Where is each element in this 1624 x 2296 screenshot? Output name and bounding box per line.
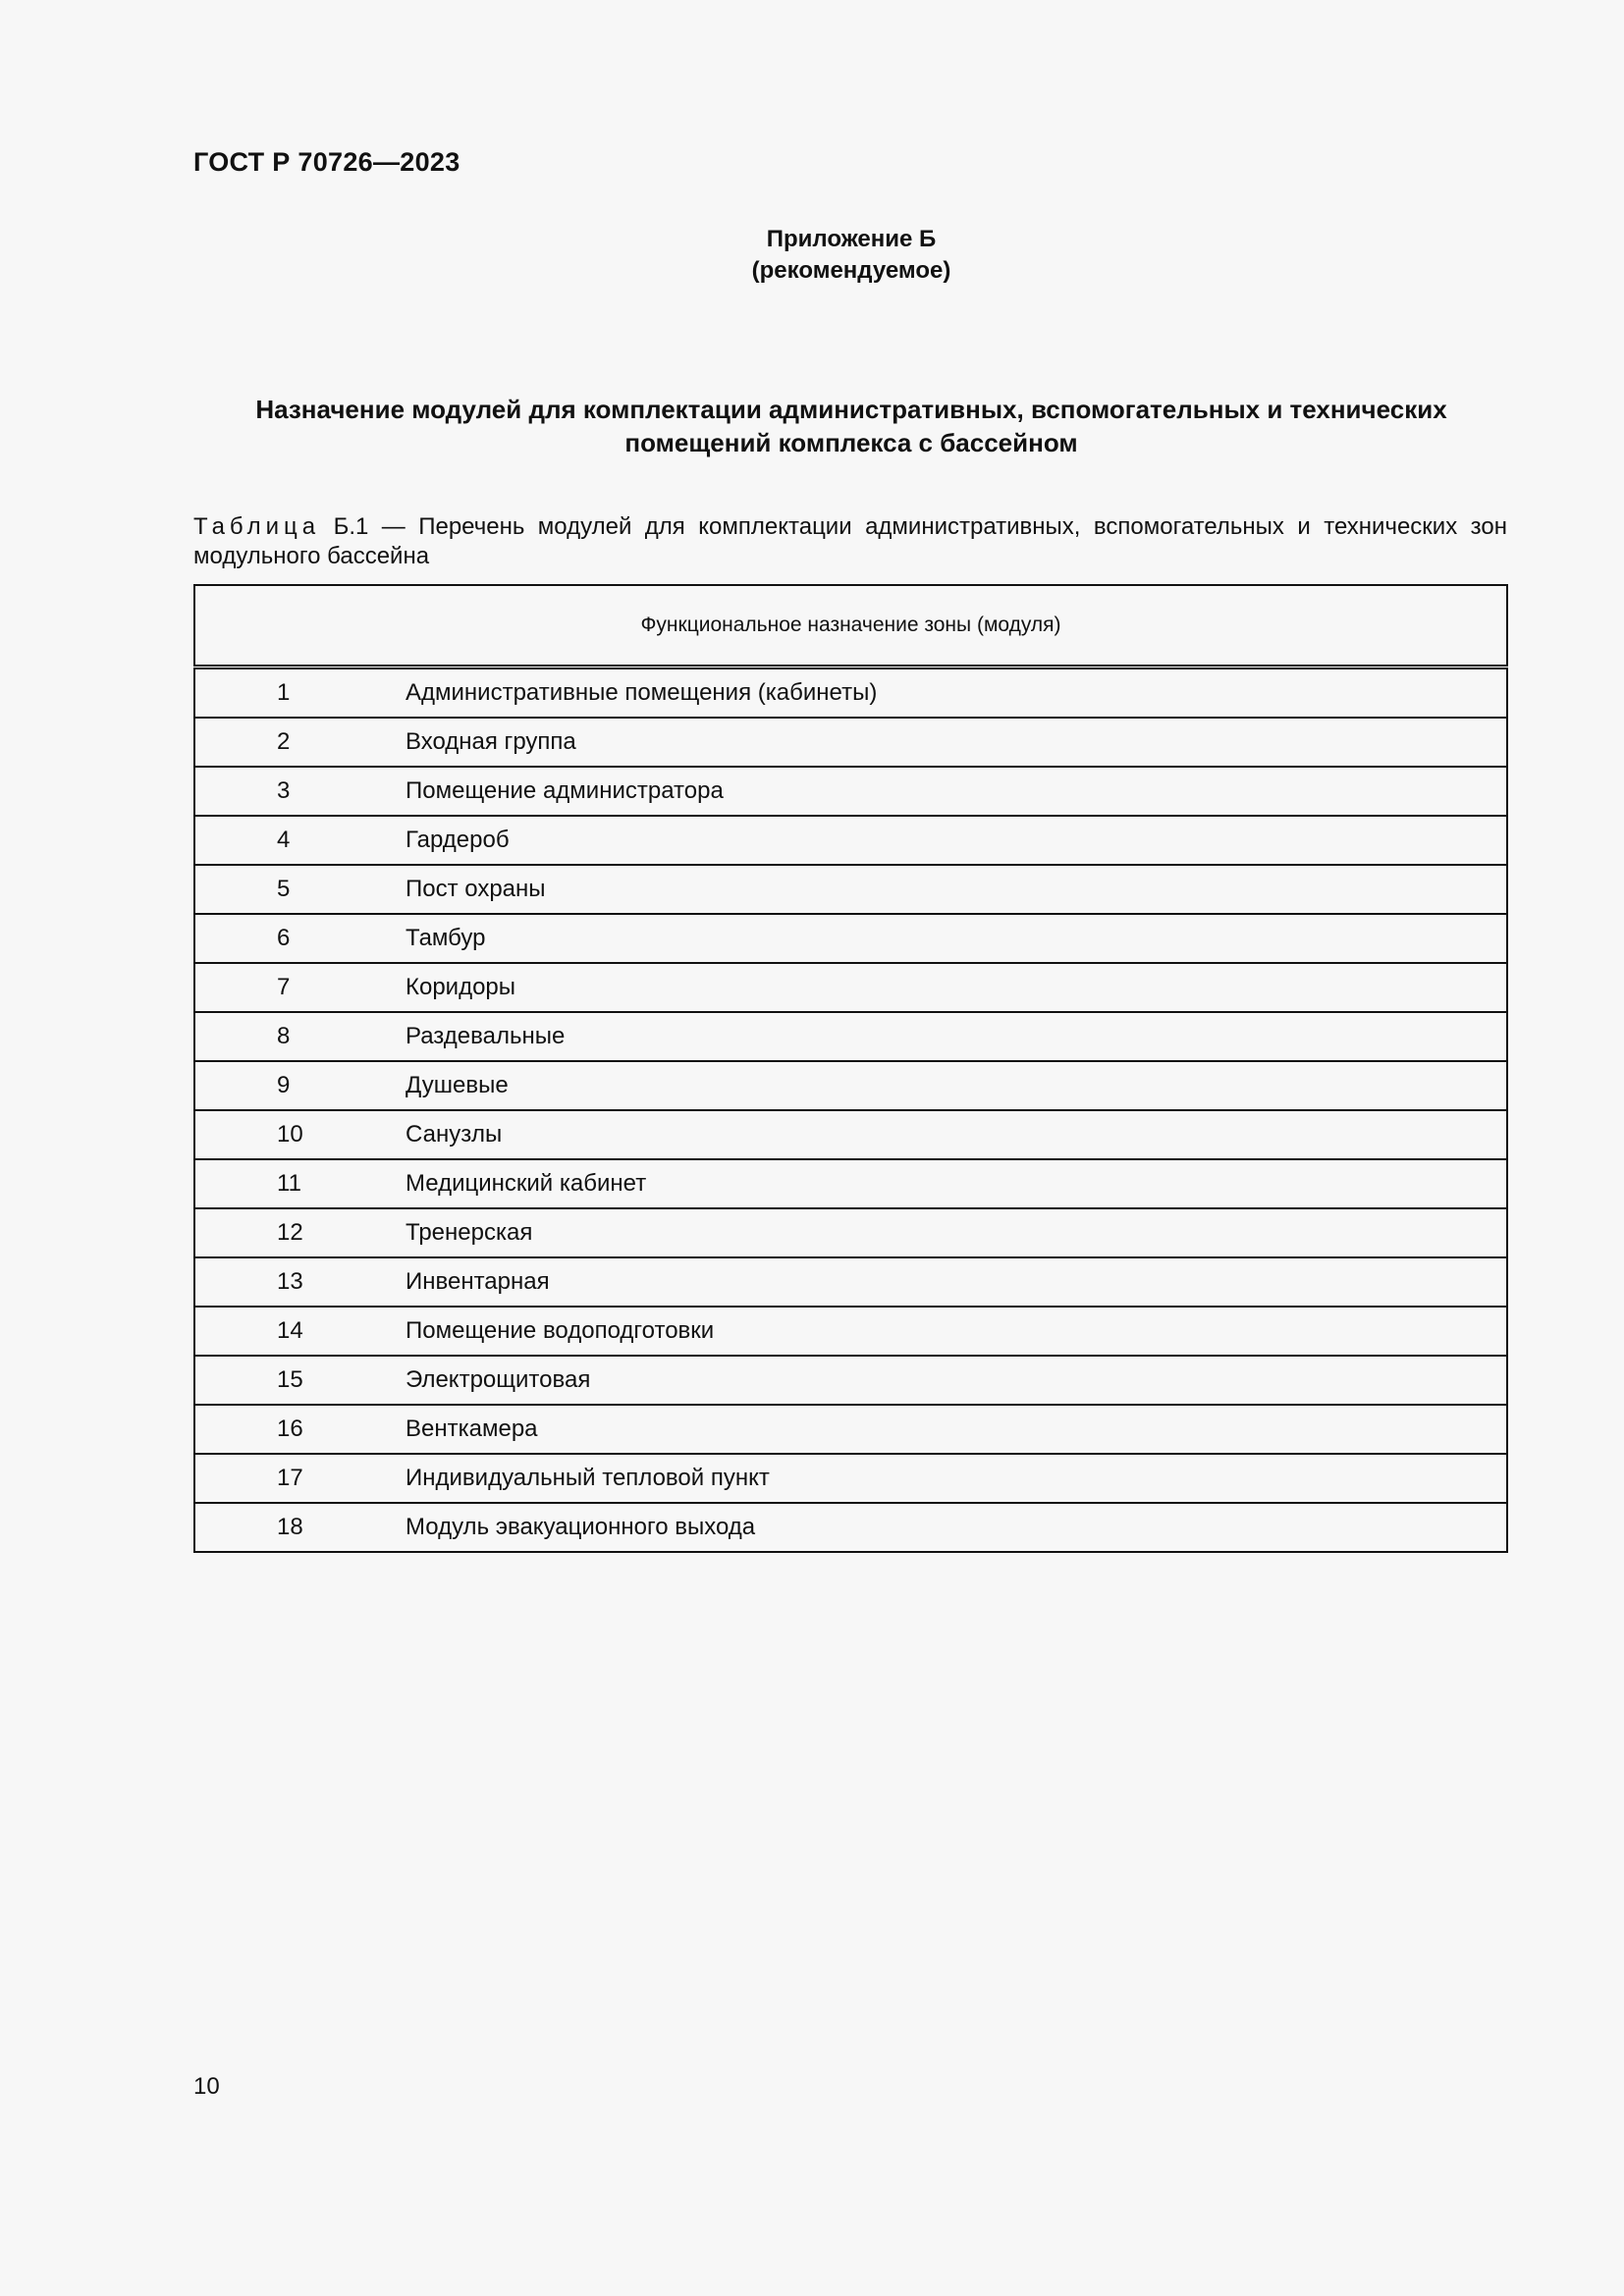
section-title-line-1: Назначение модулей для комплектации административных, вспомогательных и технических xyxy=(255,395,1447,424)
row-number: 4 xyxy=(194,816,406,865)
row-zone-name: Помещение администратора xyxy=(406,767,1507,816)
annex-heading xyxy=(193,224,1509,287)
row-number: 1 xyxy=(194,667,406,719)
row-zone-name: Душевые xyxy=(406,1061,1507,1110)
row-zone-name: Гардероб xyxy=(406,816,1507,865)
modules-table xyxy=(193,584,1508,1553)
row-number: 8 xyxy=(194,1012,406,1061)
row-number: 7 xyxy=(194,963,406,1012)
row-zone-name: Раздевальные xyxy=(406,1012,1507,1061)
table-row xyxy=(194,1405,1507,1454)
row-zone-name: Пост охраны xyxy=(406,865,1507,914)
table-caption xyxy=(193,512,1507,571)
table-row xyxy=(194,1012,1507,1061)
row-number: 17 xyxy=(194,1454,406,1503)
page-number: 10 xyxy=(193,2073,220,2100)
row-zone-name: Электрощитовая xyxy=(406,1356,1507,1405)
table-row xyxy=(194,1503,1507,1552)
table-header-row xyxy=(194,585,1507,667)
row-number: 15 xyxy=(194,1356,406,1405)
table-caption-label: Таблица xyxy=(193,513,321,540)
row-zone-name: Тамбур xyxy=(406,914,1507,963)
row-number: 13 xyxy=(194,1257,406,1307)
row-zone-name: Тренерская xyxy=(406,1208,1507,1257)
row-number: 6 xyxy=(194,914,406,963)
row-zone-name: Коридоры xyxy=(406,963,1507,1012)
row-number: 11 xyxy=(194,1159,406,1208)
annex-status: (рекомендуемое) xyxy=(751,257,951,284)
table-row xyxy=(194,1061,1507,1110)
row-number: 5 xyxy=(194,865,406,914)
section-title xyxy=(193,393,1509,459)
table-row xyxy=(194,1159,1507,1208)
table-row xyxy=(194,667,1507,719)
table-row xyxy=(194,816,1507,865)
table-row xyxy=(194,914,1507,963)
row-zone-name: Входная группа xyxy=(406,718,1507,767)
table-row xyxy=(194,1356,1507,1405)
row-zone-name: Медицинский кабинет xyxy=(406,1159,1507,1208)
row-number: 12 xyxy=(194,1208,406,1257)
annex-title: Приложение Б xyxy=(766,226,937,252)
row-zone-name: Модуль эвакуационного выхода xyxy=(406,1503,1507,1552)
row-zone-name: Венткамера xyxy=(406,1405,1507,1454)
table-row xyxy=(194,865,1507,914)
table-body xyxy=(194,667,1507,1553)
row-number: 14 xyxy=(194,1307,406,1356)
table-row xyxy=(194,767,1507,816)
row-zone-name: Инвентарная xyxy=(406,1257,1507,1307)
row-zone-name: Индивидуальный тепловой пункт xyxy=(406,1454,1507,1503)
table-row xyxy=(194,1257,1507,1307)
table-row xyxy=(194,718,1507,767)
document-code: ГОСТ Р 70726—2023 xyxy=(193,147,460,177)
row-zone-name: Помещение водоподготовки xyxy=(406,1307,1507,1356)
table-row xyxy=(194,1208,1507,1257)
table-row xyxy=(194,1454,1507,1503)
table-row xyxy=(194,963,1507,1012)
row-number: 3 xyxy=(194,767,406,816)
table-row xyxy=(194,1110,1507,1159)
row-number: 18 xyxy=(194,1503,406,1552)
row-number: 10 xyxy=(194,1110,406,1159)
row-number: 2 xyxy=(194,718,406,767)
table-caption-text: Б.1 — Перечень модулей для комплектации административных, вспомогательных и технических зон модульного бассейна xyxy=(193,513,1507,569)
table-header-cell: Функциональное назначение зоны (модуля) xyxy=(194,585,1507,667)
row-number: 16 xyxy=(194,1405,406,1454)
row-zone-name: Санузлы xyxy=(406,1110,1507,1159)
table-row xyxy=(194,1307,1507,1356)
section-title-line-2: помещений комплекса с бассейном xyxy=(624,428,1078,457)
row-zone-name: Административные помещения (кабинеты) xyxy=(406,667,1507,719)
row-number: 9 xyxy=(194,1061,406,1110)
